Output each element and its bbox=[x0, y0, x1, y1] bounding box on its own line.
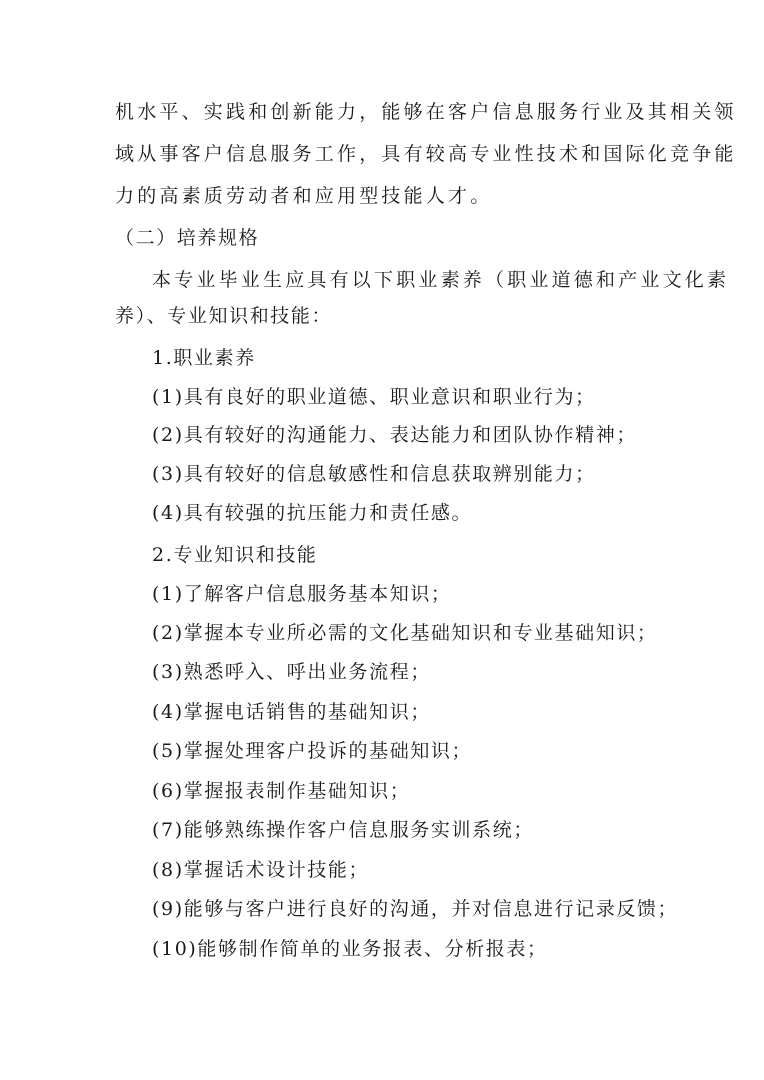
list-item: (3)具有较好的信息敏感性和信息获取辨别能力； bbox=[152, 463, 596, 485]
list-item: (2)具有较好的沟通能力、表达能力和团队协作精神； bbox=[152, 424, 637, 446]
list-item: (3)熟悉呼入、呼出业务流程； bbox=[152, 661, 431, 683]
list-item: (6)掌握报表制作基础知识； bbox=[152, 780, 411, 802]
paragraph-line: 域从事客户信息服务工作，具有较高专业性技术和国际化竞争能 bbox=[115, 143, 737, 165]
section-heading: （二）培养规格 bbox=[115, 227, 260, 249]
paragraph-line: 机水平、实践和创新能力，能够在客户信息服务行业及其相关领 bbox=[115, 101, 737, 123]
list-item: (1)了解客户信息服务基本知识； bbox=[152, 583, 452, 605]
list-item: (4)掌握电话销售的基础知识； bbox=[152, 701, 431, 723]
paragraph-line: 力的高素质劳动者和应用型技能人才。 bbox=[115, 185, 493, 207]
list-item: (7)能够熟练操作客户信息服务实训系统； bbox=[152, 819, 534, 841]
subsection-heading: 2.专业知识和技能 bbox=[152, 544, 318, 566]
list-item: (9)能够与客户进行良好的沟通，并对信息进行记录反馈； bbox=[152, 898, 679, 920]
paragraph-line: 本专业毕业生应具有以下职业素养（职业道德和产业文化素 bbox=[152, 269, 730, 291]
list-item: (4)具有较强的抗压能力和责任感。 bbox=[152, 502, 473, 524]
list-item: (2)掌握本专业所必需的文化基础知识和专业基础知识； bbox=[152, 622, 658, 644]
list-item: (5)掌握处理客户投诉的基础知识； bbox=[152, 740, 473, 762]
subsection-heading: 1.职业素养 bbox=[152, 347, 256, 369]
list-item: (1)具有良好的职业道德、职业意识和职业行为； bbox=[152, 386, 596, 408]
list-item: (10)能够制作简单的业务报表、分析报表； bbox=[152, 938, 548, 960]
list-item: (8)掌握话术设计技能； bbox=[152, 859, 370, 881]
paragraph-line: 养）、专业知识和技能： bbox=[115, 305, 333, 327]
